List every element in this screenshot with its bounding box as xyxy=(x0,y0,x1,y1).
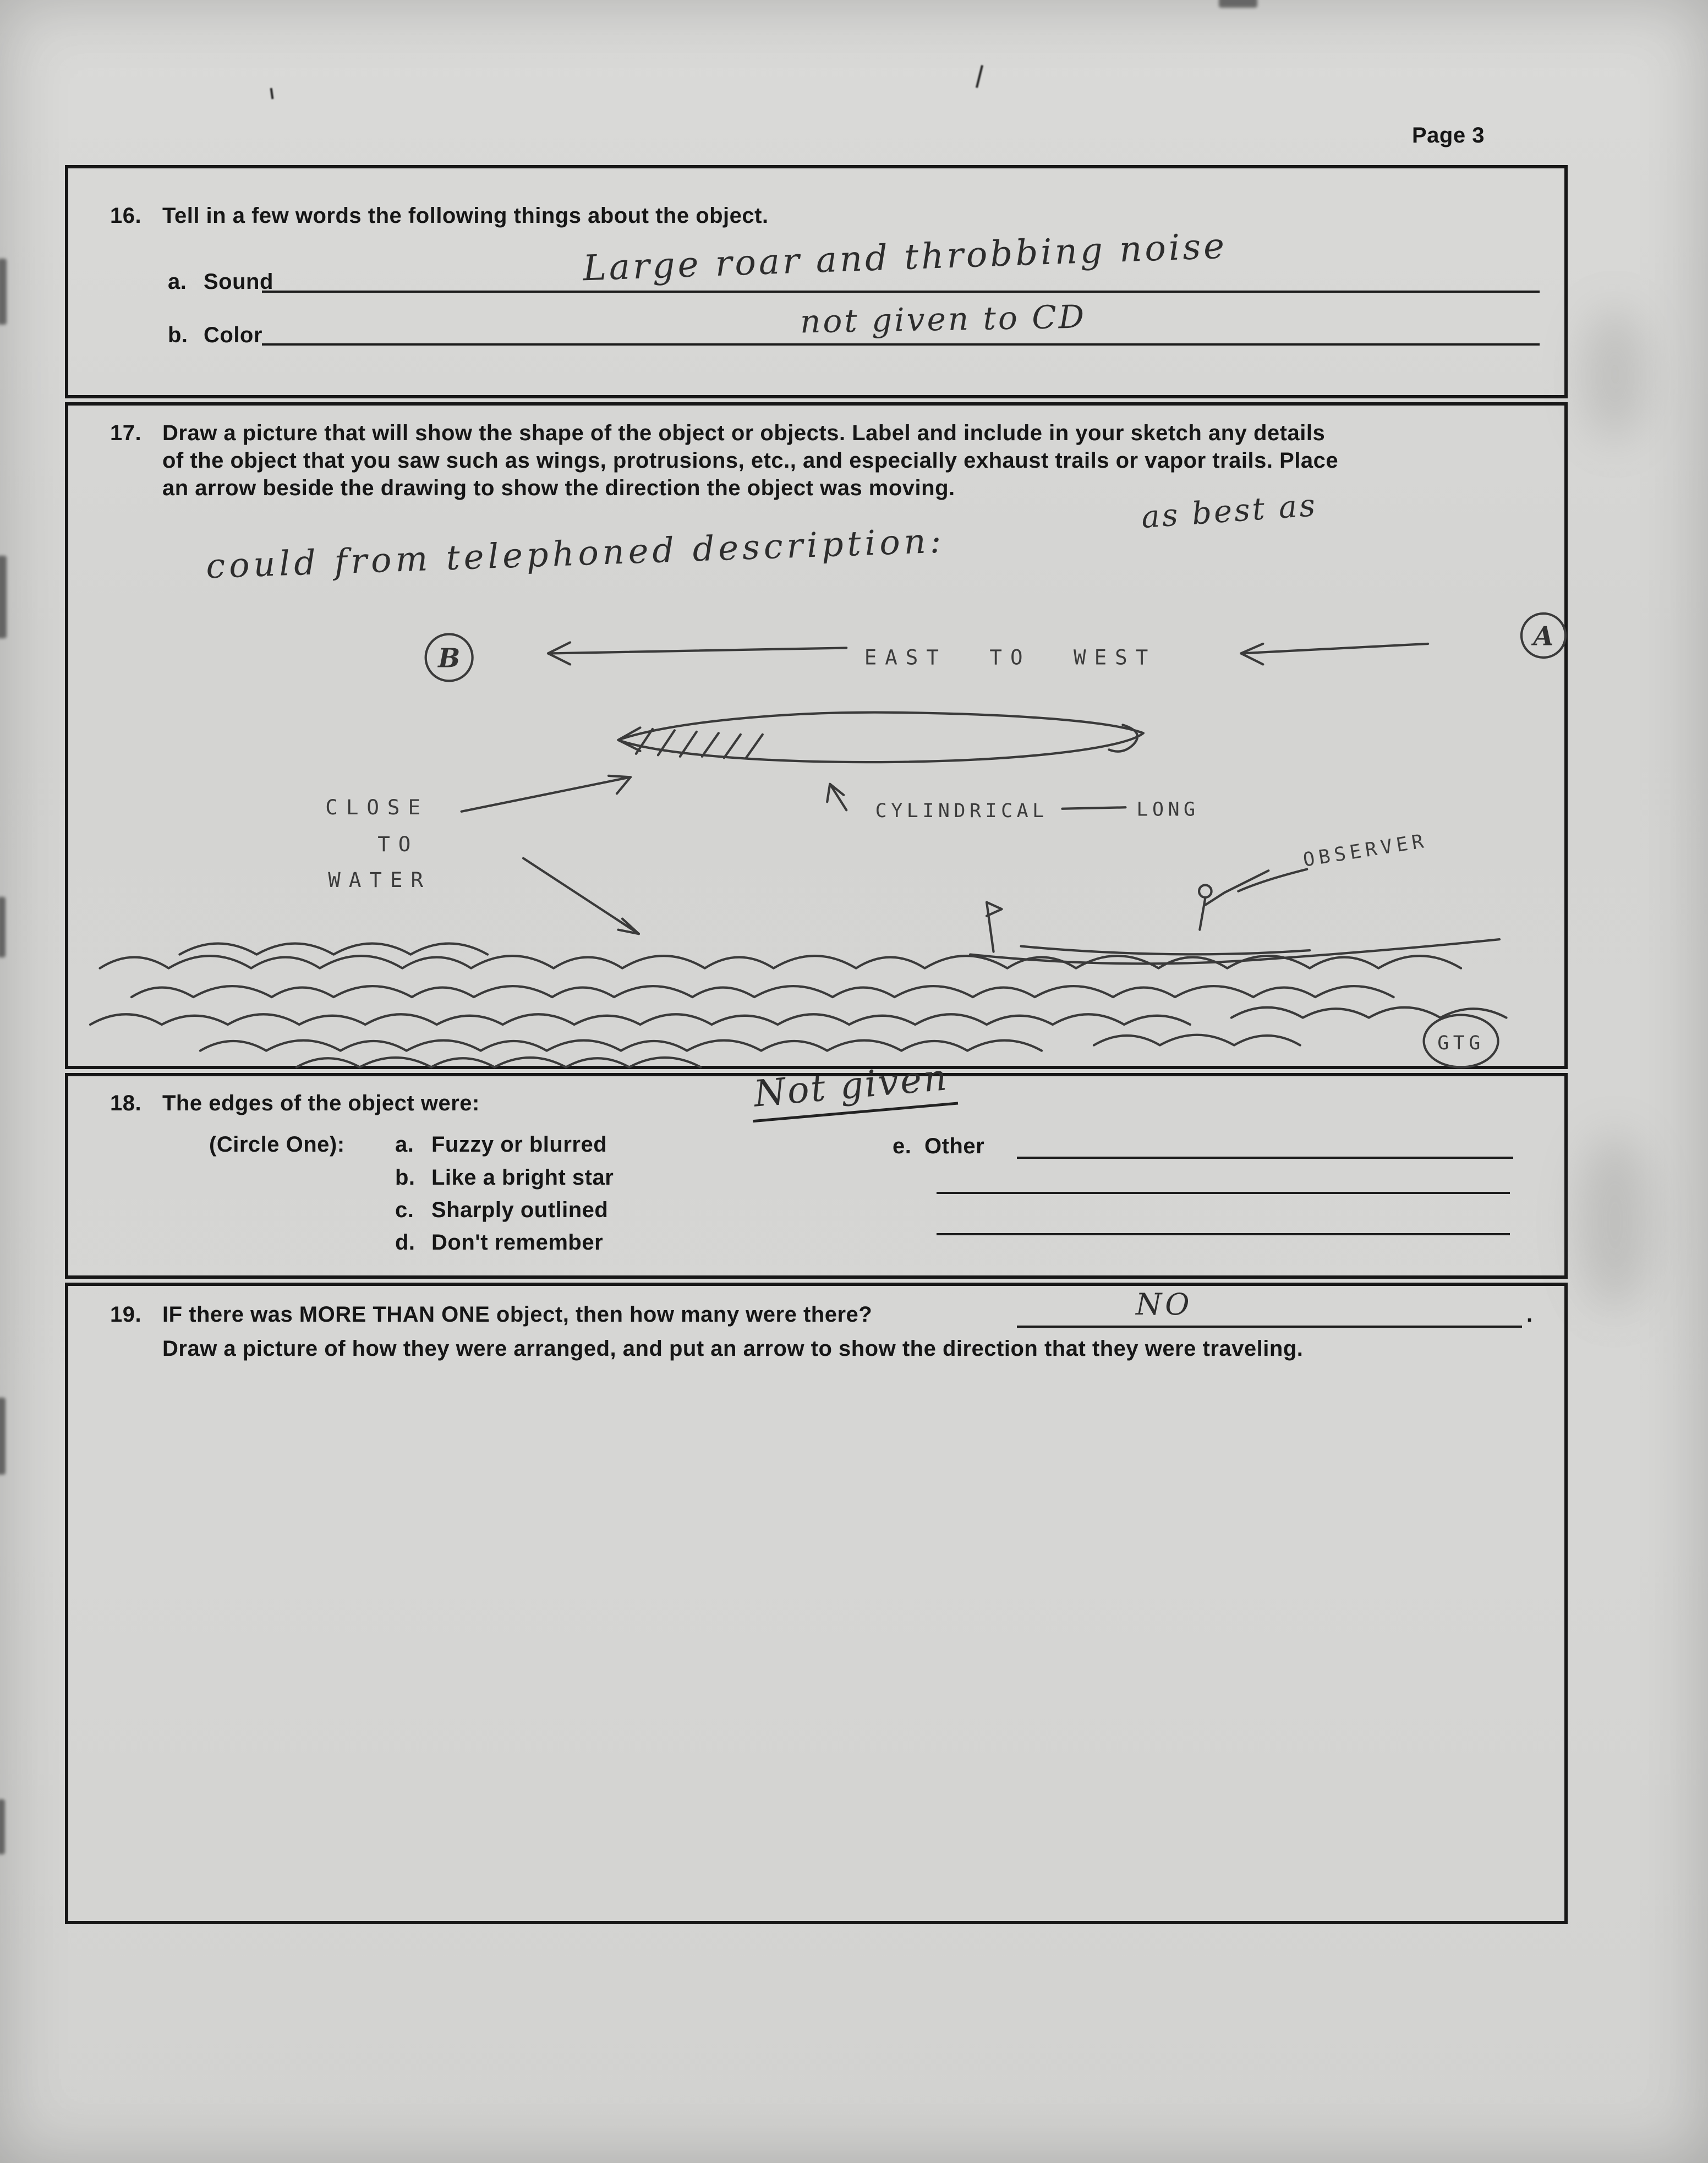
direction-arrow-west-2 xyxy=(1241,644,1428,664)
close-label-2: TO xyxy=(377,832,419,857)
handwritten-edges-answer: Not given xyxy=(749,1055,959,1122)
question-16-section xyxy=(65,165,1568,398)
option-b-letter: b. xyxy=(395,1165,415,1190)
handwritten-sound-answer: Large roar and throbbing noise xyxy=(582,226,1228,289)
field-letter-color: b. xyxy=(168,323,188,347)
direction-label: EAST TO WEST xyxy=(864,645,1157,670)
scan-artifact xyxy=(0,556,7,638)
question-19-number: 19. xyxy=(110,1302,142,1327)
question-16-prompt: Tell in a few words the following things about the object. xyxy=(162,204,769,228)
scan-artifact xyxy=(0,897,6,957)
question-19-prompt: IF there was MORE THAN ONE object, then how many were there? xyxy=(162,1302,873,1327)
circled-b-marker xyxy=(426,634,473,681)
option-d-text: Don't remember xyxy=(431,1230,604,1255)
scan-artifact xyxy=(1219,0,1257,8)
point-b-label: B xyxy=(438,643,461,674)
field-letter-sound: a. xyxy=(168,270,187,294)
handwritten-how-many-answer: NO xyxy=(1136,1287,1193,1322)
other-answer-line-1 xyxy=(1017,1131,1513,1159)
scan-artifact xyxy=(1585,308,1645,440)
handwritten-color-answer: not given to CD xyxy=(800,298,1087,341)
question-17-prompt-line1: Draw a picture that will show the shape of the object or objects. Label and include in your sketch any details xyxy=(162,421,1326,445)
field-label-sound: Sound xyxy=(204,270,273,294)
handwritten-note-line2: could from telephoned description: xyxy=(205,520,946,587)
initials-label: GTG xyxy=(1437,1032,1485,1055)
field-label-color: Color xyxy=(204,323,262,347)
option-e-text: Other xyxy=(924,1134,985,1158)
other-answer-line-2 xyxy=(937,1167,1510,1194)
option-b-text: Like a bright star xyxy=(431,1165,614,1190)
option-c-letter: c. xyxy=(395,1198,414,1222)
shape-label-2: LONG xyxy=(1136,798,1200,821)
water-waves xyxy=(90,944,1506,1067)
option-e-letter: e. xyxy=(893,1134,912,1158)
question-19-prompt2: Draw a picture of how they were arranged, and put an arrow to show the direction that they were traveling. xyxy=(162,1337,1304,1361)
option-d-letter: d. xyxy=(395,1230,415,1255)
how-many-answer-line xyxy=(1017,1300,1522,1328)
other-answer-line-3 xyxy=(937,1208,1510,1235)
question-17-section xyxy=(65,402,1568,1069)
question-17-number: 17. xyxy=(110,421,142,445)
scan-artifact xyxy=(976,65,983,88)
shape-label: CYLINDRICAL xyxy=(875,800,1048,822)
question-19-section xyxy=(65,1283,1568,1924)
witness-sketch xyxy=(69,608,1567,1071)
question-18-section xyxy=(65,1056,1568,1279)
question-16-number: 16. xyxy=(110,204,142,228)
option-a-text: Fuzzy or blurred xyxy=(431,1132,607,1157)
handwritten-note-line1: as best as xyxy=(1140,487,1318,536)
scan-artifact xyxy=(0,259,7,325)
question-17-prompt-line2: of the object that you saw such as wings, protrusions, etc., and especially exhaust trails or vapor trails. Place xyxy=(162,448,1339,473)
object-outline xyxy=(618,713,1143,762)
option-a-letter: a. xyxy=(395,1132,414,1157)
close-label-1: CLOSE xyxy=(325,795,429,819)
circle-one-label: (Circle One): xyxy=(209,1132,345,1157)
question-18-prompt: The edges of the object were: xyxy=(162,1091,480,1115)
option-c-text: Sharply outlined xyxy=(431,1198,609,1222)
scan-artifact xyxy=(0,1398,6,1475)
close-label-3: WATER xyxy=(328,868,432,892)
question-18-number: 18. xyxy=(110,1091,142,1115)
scan-artifact xyxy=(270,88,274,99)
circled-a-marker xyxy=(1521,614,1565,658)
question-17-prompt-line3: an arrow beside the drawing to show the direction the object was moving. xyxy=(162,476,955,500)
page-number: Page 3 xyxy=(1412,123,1485,147)
scan-artifact xyxy=(1579,1133,1651,1310)
scan-artifact xyxy=(0,1799,5,1854)
observer-figure xyxy=(970,830,1499,963)
direction-arrow-west-1 xyxy=(548,642,846,664)
close-to-water-arrows xyxy=(462,776,639,934)
line-end-period: . xyxy=(1526,1302,1533,1327)
cylindrical-callout xyxy=(827,784,1199,822)
observer-label: OBSERVER xyxy=(1301,830,1430,872)
point-a-label: A xyxy=(1533,621,1554,652)
initials-circle xyxy=(1424,1015,1498,1067)
